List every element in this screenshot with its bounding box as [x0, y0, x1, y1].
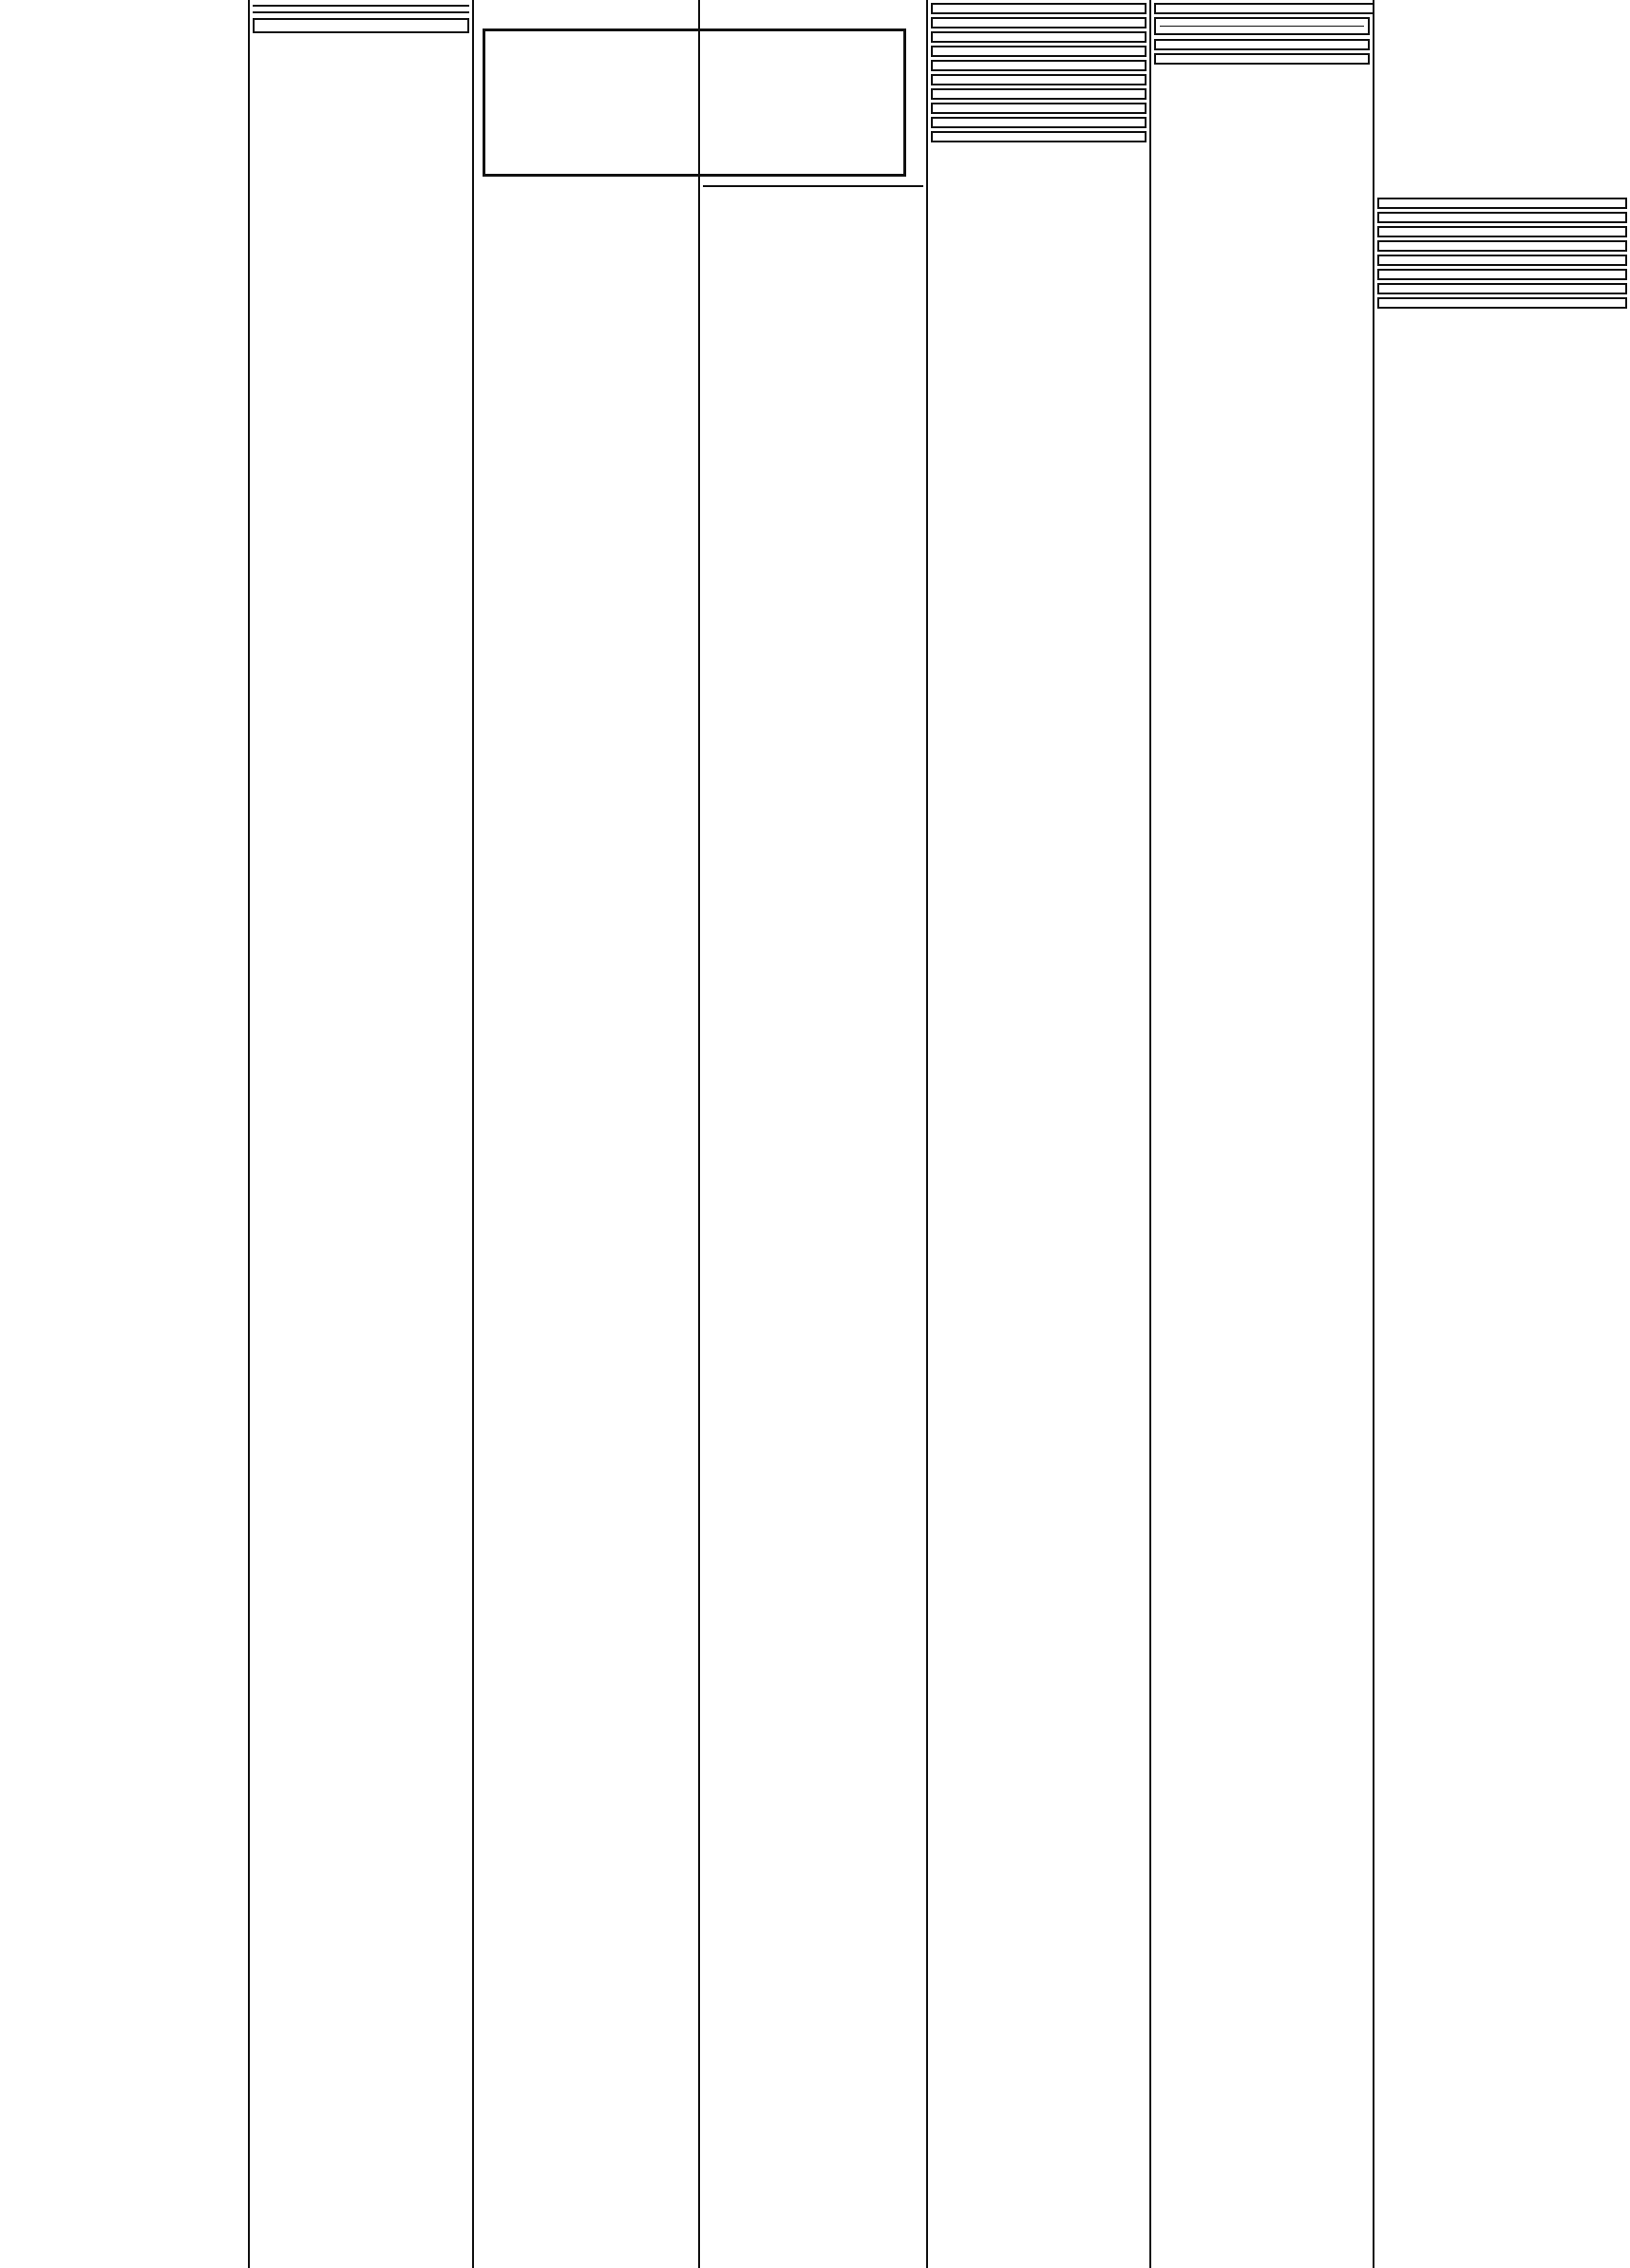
ad-teatro-gymnasio — [931, 88, 1147, 100]
lotaria-box — [1154, 17, 1370, 35]
divider — [253, 11, 469, 13]
ad-rouen-liverpool — [931, 131, 1147, 142]
ad-dr-jose-pontes — [931, 103, 1147, 114]
ad-policlinica — [1377, 198, 1627, 209]
ad-teatro-avenida — [931, 17, 1147, 28]
column-3 — [474, 180, 698, 2268]
ad-banco-comercial — [931, 46, 1147, 57]
column-7 — [1374, 195, 1630, 2268]
divider — [1160, 26, 1364, 27]
ad-eden-teatro — [931, 117, 1147, 128]
column-4 — [700, 180, 926, 2268]
ultima-hora-banner — [483, 28, 906, 177]
divider — [703, 185, 923, 187]
ad-companhia-navegacao — [931, 74, 1147, 85]
ad-lello-portella — [1154, 39, 1370, 50]
column-1 — [0, 0, 248, 2268]
ad-teatro-nacional — [931, 31, 1147, 43]
ad-ricardo-jorge — [1377, 255, 1627, 266]
ad-canetas — [1377, 283, 1627, 294]
ad-casa-bancaria — [1377, 269, 1627, 280]
ad-salao-central — [931, 60, 1147, 71]
ad-companhia-buzi — [1154, 53, 1370, 65]
ad-politeama — [931, 3, 1147, 14]
bank-notice — [253, 18, 469, 33]
column-2 — [250, 0, 472, 2268]
ad-simoes-bayao — [1377, 297, 1627, 309]
column-5 — [928, 0, 1149, 2268]
ad-pina — [1377, 240, 1627, 252]
column-6 — [1151, 0, 1373, 2268]
divider — [253, 5, 469, 7]
ad-como-se-curam — [1377, 226, 1627, 237]
ad-escola-comercial — [1377, 212, 1627, 223]
ad-sociedade-arte — [1154, 3, 1373, 14]
